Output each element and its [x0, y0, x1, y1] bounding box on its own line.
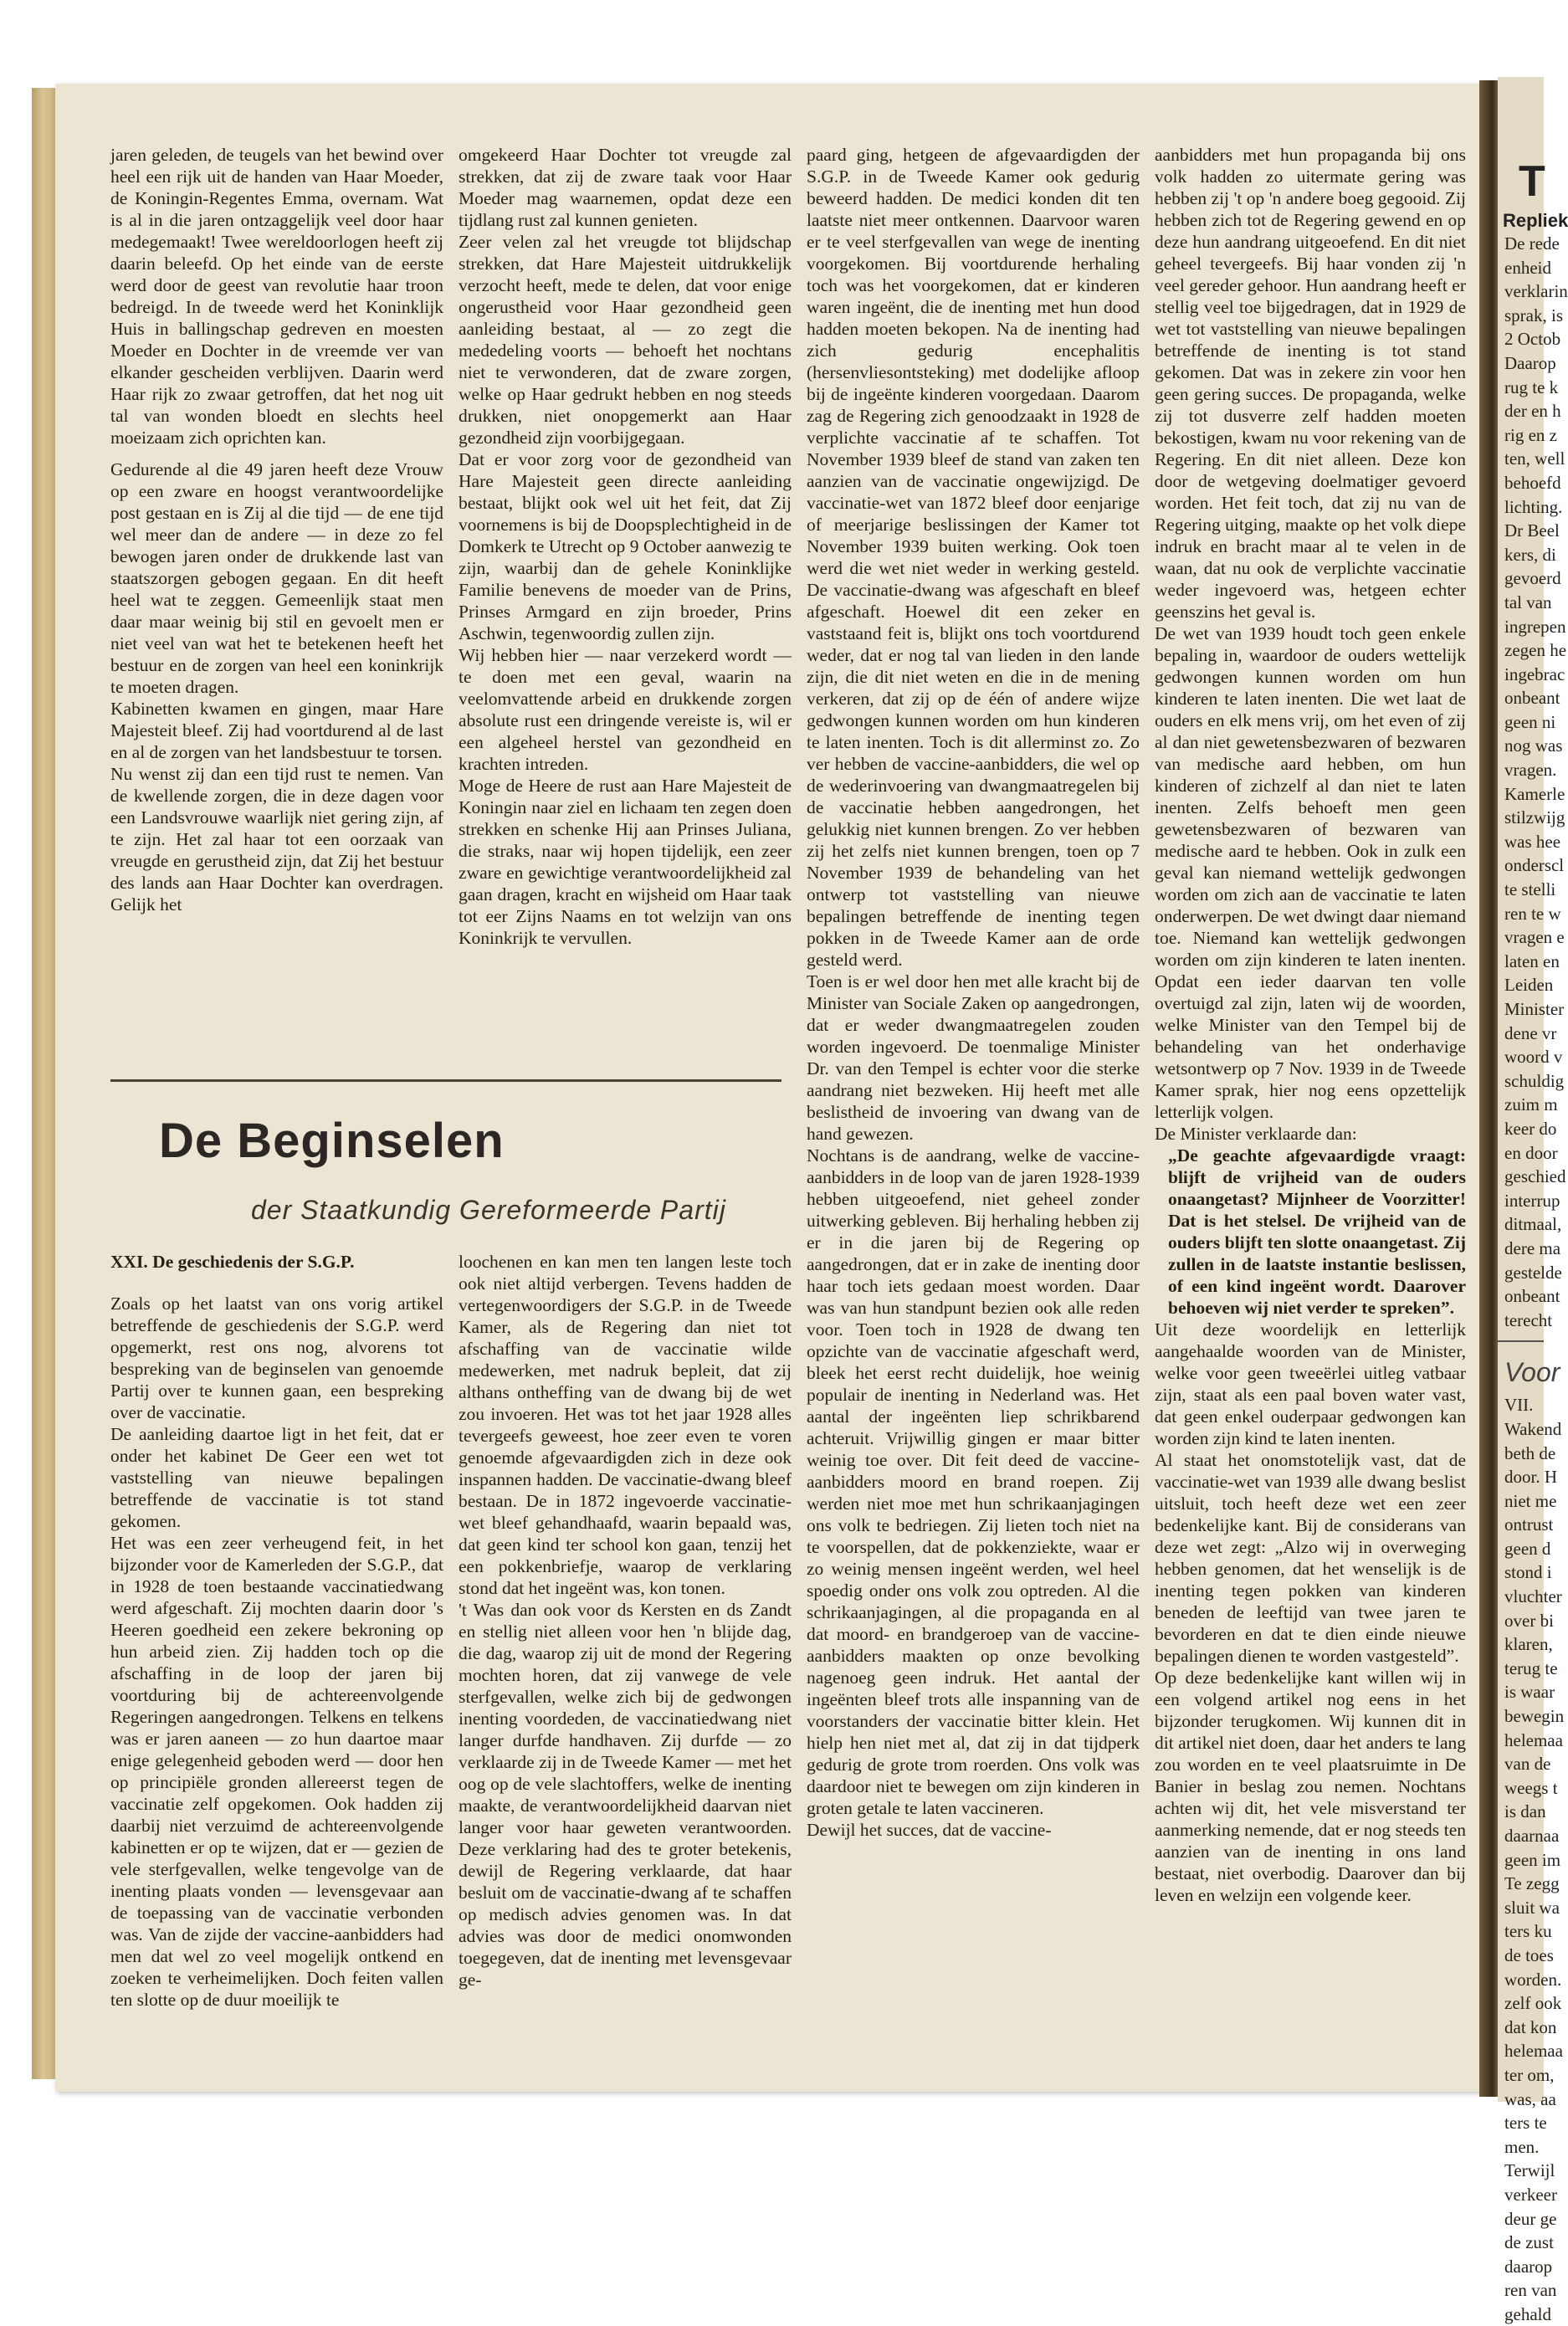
paragraph: aanbidders met hun propaganda bij ons volk hadden zo uitermate gering was hebben zij 't op 'n andere boeg gegooid. Zij hebben zich tot de Regering gewend en op deze hun aandrang uitgeoefend. En dit niet geheel tevergeefs. Bij haar vonden zij 'n veel gereder gehoor. Hun aandrang heeft er stellig veel toe bijgedragen, dat in 1929 de wet tot vaststelling van nieuwe bepalingen betreffende de inenting is tot stand gekomen. Dat was in zekere zin voor hen geen gering succes. De propaganda, welke zij tot dusverre zelf hadden moeten bekostigen, kwam nu voor rekening van de Regering. En dit niet alleen. Deze kon door de wetgeving doelmatiger gevoerd worden. Het feit toch, dat zij nu van de Regering uitging, maakte op het volk diepe indruk en bracht maar al te velen in de waan, dat nu ook de verplichte vaccinatie weder ingevoerd was, hetgeen echter geenszins het geval is. [1155, 145, 1466, 622]
adjacent-page-line: ren van [1504, 2280, 1557, 2301]
paragraph: Dat er voor zorg voor de gezondheid van Hare Majesteit geen directe aanleiding bestaat, blijkt ook wel uit het feit, dat Zij voornemens is bij de Doopsplechtigheid in de Domkerk te Utrecht op 9 October aanwezig te zijn, waarbij dan de gehele Koninklijke Familie benevens de moeder van de Prins, Prinses Armgard en zijn broeder, Prins Aschwin, tegenwoordig zullen zijn. [459, 449, 792, 643]
adjacent-page-line: beth de [1504, 1442, 1556, 1463]
adjacent-page-line: kers, di [1504, 544, 1556, 565]
adjacent-page-line: niet me [1504, 1490, 1557, 1511]
article-heading: De Beginselen [159, 1114, 505, 1168]
adjacent-page-line: zuim m [1504, 1094, 1558, 1115]
adjacent-page-line: woord v [1504, 1047, 1563, 1068]
adjacent-page-line: gehald [1504, 2303, 1551, 2324]
adjacent-page-line: interrup [1504, 1190, 1560, 1211]
paragraph: paard ging, hetgeen de afgevaardigden der S.G.P. in de Tweede Kamer ook gedurig beweerd hadden. De medici konden dit ten laatste niet meer ontkennen. Daarvoor waren er te veel sterfgevallen van wege de inenting voorgekomen. Bij voortdurende herhaling toch was het voorgekomen, dat er kinderen waren ingeënt, die de inenting met hun dood hadden moeten bekopen. Na de inenting had zich gedurig encephalitis (hersenvliesontsteking) met dodelijke afloop bij de ingeënte kinderen voorgedaan. Daarom zag de Regering zich genoodzaakt in 1928 de verplichte vaccinatie af te schaffen. Tot November 1939 bleef de stand van zaken ten aanzien van de vaccinatie ongewijzigd. De vaccinatie-wet van 1872 bleef door eenjarige of meerjarige beslissingen der Kamer tot November 1939 buiten werking. Ook toen werd die wet niet weder in werking gesteld. De vaccinatie-dwang was afgeschaft en bleef afgeschaft. Hoewel dit een zeker en vaststaand feit is, blijkt ons toch voortdurend weder, dat er nog tal van lieden in den lande zijn, die dit niet weten en die in de mening verkeren, dat zij op de één of andere wijze gedwongen kunnen worden om hun kinderen te laten inenten. Toch is dit allerminst zo. Zo ver hebben de vaccine-aanbidders, die wel op de wederinvoering van dwangmaatregelen bij de vaccinatie hebben aangedrongen, het gelukkig niet kunnen brengen. Zo ver hebben zij het zelfs niet kunnen brengen, toen op 7 November 1939 de behandeling van het ontwerp tot vaststelling van nieuwe bepalingen betreffende de inenting tegen pokken in de Tweede Kamer aan de orde gesteld werd. [807, 145, 1140, 970]
adjacent-page-line: daarnaa [1504, 1826, 1560, 1846]
adjacent-page-line: sluit wa [1504, 1897, 1560, 1918]
adjacent-page-line: rug te k [1504, 377, 1559, 397]
adjacent-page-line: Kamerle [1504, 783, 1565, 804]
adjacent-page-line: terug te [1504, 1657, 1558, 1678]
heading-rule [110, 1079, 781, 1082]
paragraph: Zoals op het laatst van ons vorig artikel betreffende de geschiedenis der S.G.P. werd opgemerkt, rest ons nog, alvorens tot bespreking van de beginselen van genoemde Partij over te kunnen gaan, een bespreking over de vaccinatie. [110, 1294, 443, 1422]
paragraph: Zeer velen zal het vreugde tot blijdschap strekken, dat Hare Majesteit uitdrukkelijk verzocht heeft, mede te delen, dat voor enige ongerustheid voor Haar gezondheid geen aanleiding bestaat, al — zo zegt die mededeling voorts — behoeft het nochtans niet te verwonderen, dat de zware zorgen, welke op Haar gedrukt hebben en nog steeds drukken, niet onopgemerkt aan Haar gezondheid zijn voorbijgegaan. [459, 232, 792, 448]
adjacent-page-line: ter om, [1504, 2064, 1555, 2085]
adjacent-page-column-bottom [1498, 1417, 1565, 2326]
adjacent-page-line: vragen. [1504, 760, 1557, 781]
adjacent-page-line: door. H [1504, 1467, 1557, 1488]
paragraph: Het was een zeer verheugend feit, in het bijzonder voor de Kamerleden der S.G.P., dat in 1928 de toen bestaande vaccinatiedwang werd afgeschaft. Zij mochten daarin door 's Heeren goedheid een zekere bekroning op hun arbeid zien. Zij hadden toch op die afschaffing in de loop der jaren bij voortduring bij de achtereenvolgende Regeringen aangedrongen. Telkens en telkens was er jaren aaneen — zo hun daartoe maar enige gelegenheid geboden werd — door hen op principiële gronden allereerst tegen de vaccinatie zelf opgekomen. Ook hadden zij daarbij niet verzuimd de achtereenvolgende kabinetten er op te wijzen, dat er — gezien de vele sterfgevallen, welke tengevolge van de inenting plaats vonden — levensgevaar aan de toepassing van de vaccinatie verbonden was. Van de zijde der vaccine-aanbidders had men dat wel zo veel mogelijk ontkend en zoeken te verheimelijken. Doch feiten vallen ten slotte op de duur moeilijk te [110, 1533, 443, 2010]
adjacent-page-line: deur ge [1504, 2208, 1557, 2229]
adjacent-page-line: ontrust [1504, 1514, 1554, 1535]
paragraph: omgekeerd Haar Dochter tot vreugde zal strekken, dat zij de zware taak voor Haar Moeder mag waarnemen, opdat deze een tijdlang rust zal kunnen genieten. [459, 145, 792, 230]
adjacent-page-line: rig en z [1504, 424, 1557, 445]
section-title: XXI. De geschiedenis der S.G.P. [110, 1252, 355, 1272]
adjacent-page-line: geen d [1504, 1538, 1551, 1559]
adjacent-page-line: sprak, is [1504, 305, 1563, 325]
paragraph: Nu wenst zij dan een tijd rust te nemen. Van de kwellende zorgen, die in deze dagen voor een Landsvrouwe waarlijk niet gering zijn, af te zijn. Het zal haar tot een oorzaak van vreugde en gerustheid zijn, dat Zij het bestuur des lands aan Haar Dochter kan overdragen. Gelijk het [110, 764, 443, 915]
article-top-column-1 [110, 144, 443, 1056]
adjacent-page-line: ten, well [1504, 448, 1565, 469]
adjacent-page-line: der en h [1504, 401, 1561, 422]
paragraph: De Minister verklaarde dan: [1155, 1124, 1357, 1144]
adjacent-page-line: weegs t [1504, 1777, 1558, 1798]
adjacent-page-line: geen im [1504, 1849, 1561, 1870]
article-bottom-column-4 [1155, 144, 1466, 2070]
paragraph: 't Was dan ook voor ds Kersten en ds Zandt en stellig niet alleen voor hen 'n blijde dag, die dag, waarop zij uit de mond der Regering mochten horen, dat zij vanwege de vele sterfgevallen, welke zich bij de gedwongen inenting voordeden, de vaccinatiedwang niet langer durfde handhaven. Zij durfde — zo verklaarde zij in de Tweede Kamer — met het oog op de vele slachtoffers, welke de inenting maakte, de verantwoordelijkheid daarvan niet langer voor haar geweten verantwoorden. Deze verklaring had des te groter betekenis, dewijl de Regering verklaarde, dat haar besluit om de vaccinatie-dwang af te schaffen op medisch advies genomen was. In dat advies was door de medici onomwonden toegegeven, dat de inenting met levensgevaar ge- [459, 1600, 792, 1990]
adjacent-page-roman: VII. [1504, 1395, 1534, 1416]
adjacent-page-line: ingebrac [1504, 663, 1565, 684]
paragraph: loochenen en kan men ten langen leste toch ook niet altijd verbergen. Tevens hadden de vertegenwoordigers der S.G.P. in de Tweede Kamer, als de Regering dan niet tot afschaffing van de vaccinatie wilde medewerken, met nadruk bepleit, dat zij althans ontheffing van de dwang bij de wet zou invoeren. Het was tot het jaar 1928 alles tevergeefs geweest, hoe zeer even te voren genoemde afgevaardigden zich in deze ook inspannen hadden. De vaccinatie-dwang bleef bestaan. De in 1872 ingevoerde vaccinatie-wet bleef gehandhaafd, waarin bepaald was, dat geen kind ter school kon gaan, tenzij het een pokkenbriefje, waarop de verklaring stond dat het ingeënt was, kon tonen. [459, 1252, 792, 1598]
paragraph: Dewijl het succes, dat de vaccine- [807, 1820, 1052, 1840]
paragraph: Op deze bedenkelijke kant willen wij in een volgend artikel nog eens in het bijzonder terugkomen. Wij kunnen dit in dit artikel niet doen, daar het anders te lang zou worden en te veel plaatsruimte in De Banier in beslag zou nemen. Nochtans achten wij dit, het vele misverstand ter aanmerking nemende, dat er nog steeds ten aanzien van de inenting in ons land bestaat, niet overbodig. Daarover dan bij leven en welzijn een volgende keer. [1155, 1668, 1466, 1905]
paragraph: Nochtans is de aandrang, welke de vaccine-aanbidders in de loop van de jaren 1928-1939 hebben uitgeoefend, niet geheel zonder uitwerking gebleven. Bij herhaling hebben zij er in die jaren bij de Regering op aangedrongen, dat er in zake de inenting door haar toch iets gedaan moest worden. Daar was van hun standpunt bezien ook alle reden voor. Toen toch in 1928 de dwang ten opzichte van de vaccinatie afgeschaft werd, bleek het eerst recht duidelijk, hoe weinig populair de inenting in Nederland was. Het aantal der ingeënten liep schrikbarend achteruit. Vrijwillig gingen er maar bitter weinig toe over. Dit feit deed de vaccine-aanbidders moord en brand roepen. Zij werden niet moe met hun schrikaanjagingen ons volk te bedriegen. Zij lieten toch niet na te voorspellen, dat de pokkenziekte, waar er zo weinig mensen ingeënt werden, wel heel spoedig onder ons volk zou optreden. Al die schrikaanjagingen, al die propaganda en al dat moord- en brandgeroep van de vaccine-aanbidders maakten op onze bevolking nagenoeg geen indruk. Het aantal der ingeënten bleef trots alle inspanning van de voorstanders der vaccinatie bitter klein. Het hielp hen niet met al, dat zij in dat tijdperk gedurig de grote trom roerden. Ons volk was daardoor niet te bewegen om zijn kinderen in groten getale te laten vaccineren. [807, 1145, 1140, 1818]
adjacent-page-header: Repliek [1503, 210, 1568, 231]
adjacent-page-line: gevoerd [1504, 568, 1561, 589]
paragraph: Gedurende al die 49 jaren heeft deze Vrouw op een zware en hoogst verantwoordelijke post gestaan en is Zij al die tijd — de ene tijd wel meer dan de andere — in deze zo fel bewogen jaren onder de drukkende last van staatszorgen gebogen gegaan. En dit heeft heel wat te zeggen. Gemeenlijk staat men daar maar weinig bij stil en gevoelt men er niet veel van wat het te betekenen heeft het bestuur en de zorgen van heel een koninkrijk te moeten dragen. [110, 459, 443, 697]
adjacent-page-line: Leiden [1504, 975, 1554, 996]
adjacent-page-line: zegen he [1504, 640, 1567, 661]
paragraph: De wet van 1939 houdt toch geen enkele bepaling in, waardoor de ouders wettelijk gedwongen kunnen worden om hun kinderen te laten inenten. Die wet laat de ouders en elk mens vrij, om het even of zij al dan niet gewetensbezwaren of bezwaren van medische aard hebben, om hun kinderen of zichzelf al dan niet te laten inenten. Zelfs behoeft men geen gewetensbezwaren of bezwaren van medische aard te hebben. Ook in zulk een geval kan niemand wettelijk gedwongen worden om zich aan de vaccinatie te laten onderwerpen. De wet dwingt daar niemand toe. Niemand kan wettelijk gedwongen worden om zijn kinderen te laten inenten. Opdat een ieder daarvan ten volle overtuigd zal zijn, laten wij de woorden, welke Minister van den Tempel bij de behandeling van het onderhavige wetsontwerp op 7 Nov. 1939 in de Tweede Kamer sprak, hier nog eens opzettelijk letterlijk volgen. [1155, 623, 1466, 1122]
adjacent-page-line: helemaa [1504, 1729, 1563, 1750]
paragraph: Wij hebben hier — naar verzekerd wordt — te doen met een geval, waarin na veelomvattende arbeid en drukkende zorgen absolute rust een dringende vereiste is, wil er een algeheel herstel van gezondheid en krachten intreden. [459, 645, 792, 774]
adjacent-page-line: schuldig [1504, 1070, 1565, 1091]
adjacent-page-line: dene vr [1504, 1022, 1557, 1043]
adjacent-page-section-label: Voor [1504, 1357, 1560, 1388]
adjacent-page-title-fragment: T [1519, 157, 1545, 206]
adjacent-page-line: worden. [1504, 1969, 1562, 1990]
article-bottom-column-2 [459, 1251, 792, 2071]
adjacent-page-line: Wakend [1504, 1418, 1562, 1439]
adjacent-page-line: geen ni [1504, 711, 1556, 732]
adjacent-page-line: de zust [1504, 2232, 1554, 2253]
adjacent-page-line: ters te [1504, 2113, 1547, 2134]
adjacent-page-line: De rede [1504, 233, 1560, 254]
adjacent-page-line: bewegin [1504, 1706, 1565, 1727]
paragraph: Kabinetten kwamen en gingen, maar Hare Majesteit bleef. Zij had voortdurend al de last en al de zorgen van het landsbestuur te torsen. [110, 699, 443, 762]
adjacent-page-line: onderscl [1504, 855, 1565, 876]
adjacent-page-line: te stelli [1504, 879, 1556, 900]
adjacent-page-line: keer do [1504, 1118, 1557, 1139]
adjacent-page-line: is dan [1504, 1801, 1546, 1822]
adjacent-page-line: helemaa [1504, 2041, 1563, 2062]
adjacent-page-line: ren te w [1504, 903, 1561, 924]
adjacent-page-line: klaren, [1504, 1634, 1553, 1655]
article-bottom-column-3 [807, 144, 1140, 2070]
adjacent-page-line: was, aa [1504, 2088, 1556, 2109]
adjacent-page-line: Dr Beel [1504, 520, 1560, 541]
adjacent-page-line: en door [1504, 1142, 1558, 1163]
adjacent-page-line: verkeer [1504, 2184, 1557, 2205]
adjacent-page-line: tal van [1504, 592, 1552, 612]
adjacent-page-line: geschied [1504, 1166, 1566, 1187]
adjacent-page-line: dere ma [1504, 1237, 1561, 1258]
adjacent-page-line: men. [1504, 2136, 1540, 2157]
adjacent-page-line: vluchter [1504, 1586, 1562, 1607]
paragraph: Toen is er wel door hen met alle kracht bij de Minister van Sociale Zaken op aangedrongen, dat er weder dwangmaatregelen zouden worden ingevoerd. De toenmalige Minister Dr. van den Tempel is echter voor die sterke aandrang niet bezweken. Hij heeft met alle beslistheid de invoering van dwang van de hand gewezen. [807, 971, 1140, 1144]
adjacent-page-rule [1498, 1340, 1544, 1342]
adjacent-page-column-top [1498, 232, 1568, 1332]
adjacent-page-line: Minister [1504, 999, 1565, 1019]
adjacent-page-line: enheid [1504, 257, 1551, 278]
article-top-column-2 [459, 144, 792, 1056]
adjacent-page-line: over bi [1504, 1610, 1554, 1631]
paragraph: jaren geleden, de teugels van het bewind over heel een rijk uit de handen van Haar Moeder, de Koningin-Regentes Emma, overnam. Wat is al in die jaren ontzaggelijk veel door haar medegemaakt! Twee wereldoorlogen heeft zij daarin beleefd. Op het einde van de eerste werd door de geest van revolutie haar troon bedreigd. In de tweede werd het Koninklijk Huis in ballingschap gedreven en moesten Moeder en Dochter in de vreemde ver van elkander gescheiden verblijven. Daarin werd Haar rijk zo zwaar getroffen, dat het nog uit tal van wonden bloedt en slechts heel moeizaam zich oprichten kan. [110, 145, 443, 448]
adjacent-page-line: nog was [1504, 735, 1563, 756]
adjacent-page-line: daarop [1504, 2256, 1553, 2277]
adjacent-page-line: laten en [1504, 950, 1560, 971]
adjacent-page-line: onbeant [1504, 688, 1560, 709]
adjacent-page-line: zelf ook [1504, 1993, 1562, 2014]
adjacent-page-line: verklarin [1504, 281, 1568, 302]
adjacent-page-line: 2 Octob [1504, 329, 1561, 350]
adjacent-page-line: ditmaal, [1504, 1214, 1562, 1235]
book-edge [32, 88, 57, 2079]
adjacent-page-line: lichting. [1504, 496, 1563, 517]
adjacent-page-line: gestelde [1504, 1262, 1562, 1283]
adjacent-page-line: Te zegg [1504, 1873, 1560, 1894]
paragraph: Al staat het onomstotelijk vast, dat de vaccinatie-wet van 1939 alle dwang beslist uitsluit, toch heeft deze wet een zeer bedenkelijke kant. Bij de considerans van deze wet zegt: „Alzo wij in overweging hebben genomen, dat het wenselijk is de inenting tegen pokken van kinderen beneden de leeftijd van twee jaren te bevorderen en dat te dien einde nieuwe bepalingen dienen te worden vastgesteld”. [1155, 1450, 1466, 1666]
adjacent-page [1498, 77, 1568, 2324]
adjacent-page-line: Terwijl [1504, 2160, 1555, 2181]
paragraph: Uit deze woordelijk en letterlijk aangehaalde woorden van de Minister, welke voor geen tweeërlei uitleg vatbaar zijn, staat als een paal boven water vast, dat geen enkel ouderpaar gedwongen kan worden zijn kind te laten inenten. [1155, 1319, 1466, 1448]
adjacent-page-line: ters ku [1504, 1921, 1552, 1942]
paragraph: Moge de Heere de rust aan Hare Majesteit de Koningin naar ziel en lichaam ten zegen doen strekken en schenke Hij aan Prinses Juliana, die straks, naar wij hopen tijdelijk, een zeer zware en gewichtige verantwoordelijkheid zal gaan dragen, kracht en wijsheid om Haar taak tot eer Zijns Naams en tot welzijn van ons Koninkrijk te vervullen. [459, 776, 792, 948]
adjacent-page-line: is waar [1504, 1682, 1555, 1703]
minister-quote: „De geachte afgevaardigde vraagt: blijft de vrijheid van de ouders onaangetast? Mijnheer de Voorzitter! Dat is het stelsel. De vrijheid van de ouders blijft ten slotte onaangetast. Zij zullen in de laatste instantie beslissen, of een kind ingeënt wordt. Daarover behoeven wij niet verder te spreken”. [1168, 1145, 1466, 1318]
adjacent-page-line: dat kon [1504, 2016, 1557, 2037]
adjacent-page-line: stilzwijg [1504, 807, 1565, 828]
adjacent-page-line: ingrepen [1504, 616, 1566, 637]
adjacent-page-line: was hee [1504, 831, 1561, 852]
adjacent-page-line: van de [1504, 1754, 1551, 1775]
adjacent-page-line: Daarop [1504, 352, 1556, 373]
adjacent-page-line: stond i [1504, 1562, 1552, 1583]
article-subheading: der Staatkundig Gereformeerde Partij [251, 1195, 726, 1225]
article-bottom-column-1 [110, 1251, 443, 2071]
paragraph: De aanleiding daartoe ligt in het feit, dat er onder het kabinet De Geer een wet tot vaststelling van nieuwe bepalingen betreffende de vaccinatie is tot stand gekomen. [110, 1424, 443, 1531]
adjacent-page-line: onbeant [1504, 1286, 1560, 1307]
adjacent-page-line: de toes [1504, 1944, 1554, 1965]
adjacent-page-line: vragen e [1504, 927, 1565, 948]
adjacent-page-line: terecht [1504, 1309, 1553, 1330]
adjacent-page-line: behoefd [1504, 472, 1561, 493]
